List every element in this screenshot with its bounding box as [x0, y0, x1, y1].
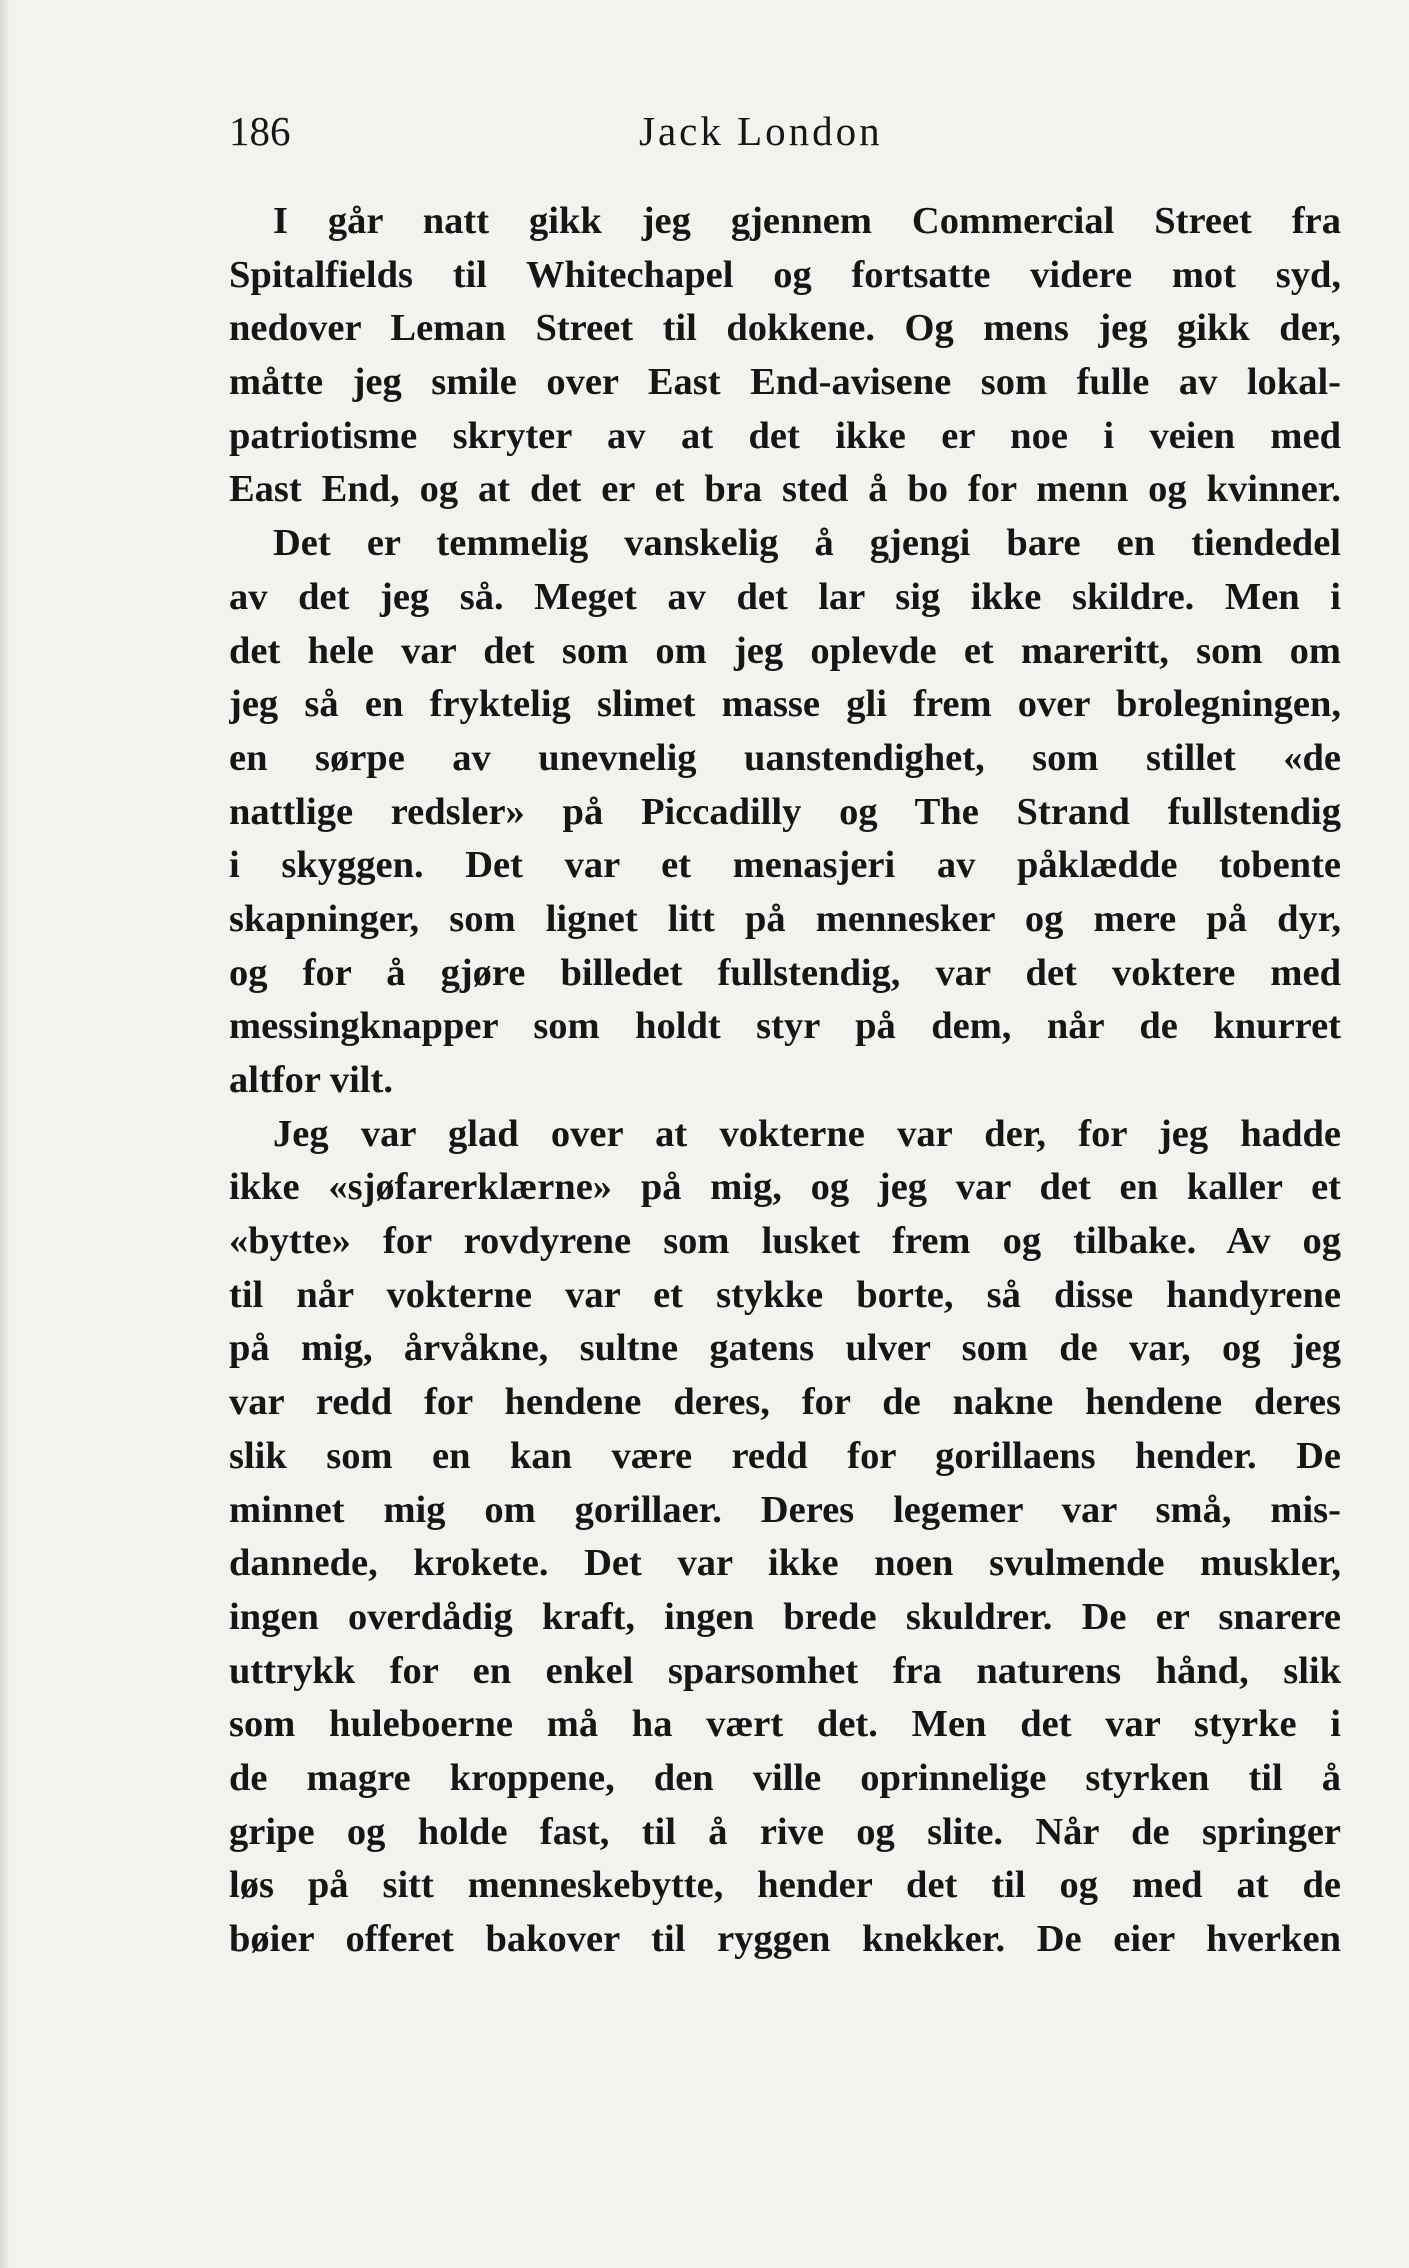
text-line: til når vokterne var et stykke borte, så disse handyrene — [229, 1273, 1341, 1316]
text-line: uttrykk for en enkel sparsomhet fra naturens hånd, slik — [229, 1649, 1341, 1692]
text-line: jeg så en fryktelig slimet masse gli frem over brolegningen, — [229, 683, 1341, 726]
paragraph-3 — [229, 1108, 1341, 1967]
text-line: som huleboerne må ha vært det. Men det var styrke i — [229, 1703, 1341, 1746]
text-line: løs på sitt menneskebytte, hender det til og med at de — [229, 1864, 1341, 1907]
page-edge-shadow — [0, 0, 10, 2268]
text-line: slik som en kan være redd for gorillaens hender. De — [229, 1434, 1341, 1477]
page-number: 186 — [229, 108, 291, 154]
text-line: dannede, krokete. Det var ikke noen svulmende muskler, — [229, 1542, 1341, 1585]
text-line: I går natt gikk jeg gjennem Commercial Street fra — [273, 200, 1341, 242]
text-line: East End, og at det er et bra sted å bo for menn og kvinner. — [229, 468, 1341, 511]
text-line: «bytte» for rovdyrene som lusket frem og tilbake. Av og — [229, 1220, 1341, 1263]
text-line: det hele var det som om jeg oplevde et mareritt, som om — [229, 629, 1341, 672]
text-line: nattlige redsler» på Piccadilly og The Strand fullstendig — [229, 790, 1341, 833]
paragraph-1 — [229, 195, 1341, 517]
text-line: av det jeg så. Meget av det lar sig ikke skildre. Men i — [229, 575, 1341, 618]
text-line: skapninger, som lignet litt på mennesker og mere på dyr, — [229, 897, 1341, 940]
text-line: de magre kroppene, den ville oprinnelige styrken til å — [229, 1756, 1341, 1799]
text-line: var redd for hendene deres, for de nakne hendene deres — [229, 1381, 1341, 1424]
text-line: og for å gjøre billedet fullstendig, var det voktere med — [229, 951, 1341, 994]
paragraph-2 — [229, 517, 1341, 1108]
text-line: en sørpe av unevnelig uanstendighet, som stillet «de — [229, 736, 1341, 779]
text-line: minnet mig om gorillaer. Deres legemer var små, mis- — [229, 1488, 1341, 1531]
text-line: gripe og holde fast, til å rive og slite. Når de springer — [229, 1810, 1341, 1853]
text-line: Jeg var glad over at vokterne var der, for jeg hadde — [273, 1112, 1341, 1155]
running-head: Jack London — [639, 108, 883, 154]
text-line: patriotisme skryter av at det ikke er noe i veien med — [229, 414, 1341, 457]
text-line: ingen overdådig kraft, ingen brede skuldrer. De er snarere — [229, 1595, 1341, 1638]
page-header — [229, 106, 1341, 156]
text-line: Spitalfields til Whitechapel og fortsatte videre mot syd, — [229, 253, 1341, 296]
text-line: måtte jeg smile over East End-avisene som fulle av lokal- — [229, 361, 1341, 404]
text-line: i skyggen. Det var et menasjeri av påklædde tobente — [229, 844, 1341, 887]
text-line: Det er temmelig vanskelig å gjengi bare en tiendedel — [273, 522, 1341, 565]
text-line: på mig, årvåkne, sultne gatens ulver som de var, og jeg — [229, 1327, 1341, 1370]
text-line: altfor vilt. — [229, 1059, 393, 1101]
page-body — [229, 195, 1341, 1967]
text-line: nedover Leman Street til dokkene. Og mens jeg gikk der, — [229, 307, 1341, 350]
text-line: bøier offeret bakover til ryggen knekker. De eier hverken — [229, 1918, 1341, 1960]
text-line: ikke «sjøfarerklærne» på mig, og jeg var det en kaller et — [229, 1166, 1341, 1209]
text-line: messingknapper som holdt styr på dem, når de knurret — [229, 1005, 1341, 1048]
